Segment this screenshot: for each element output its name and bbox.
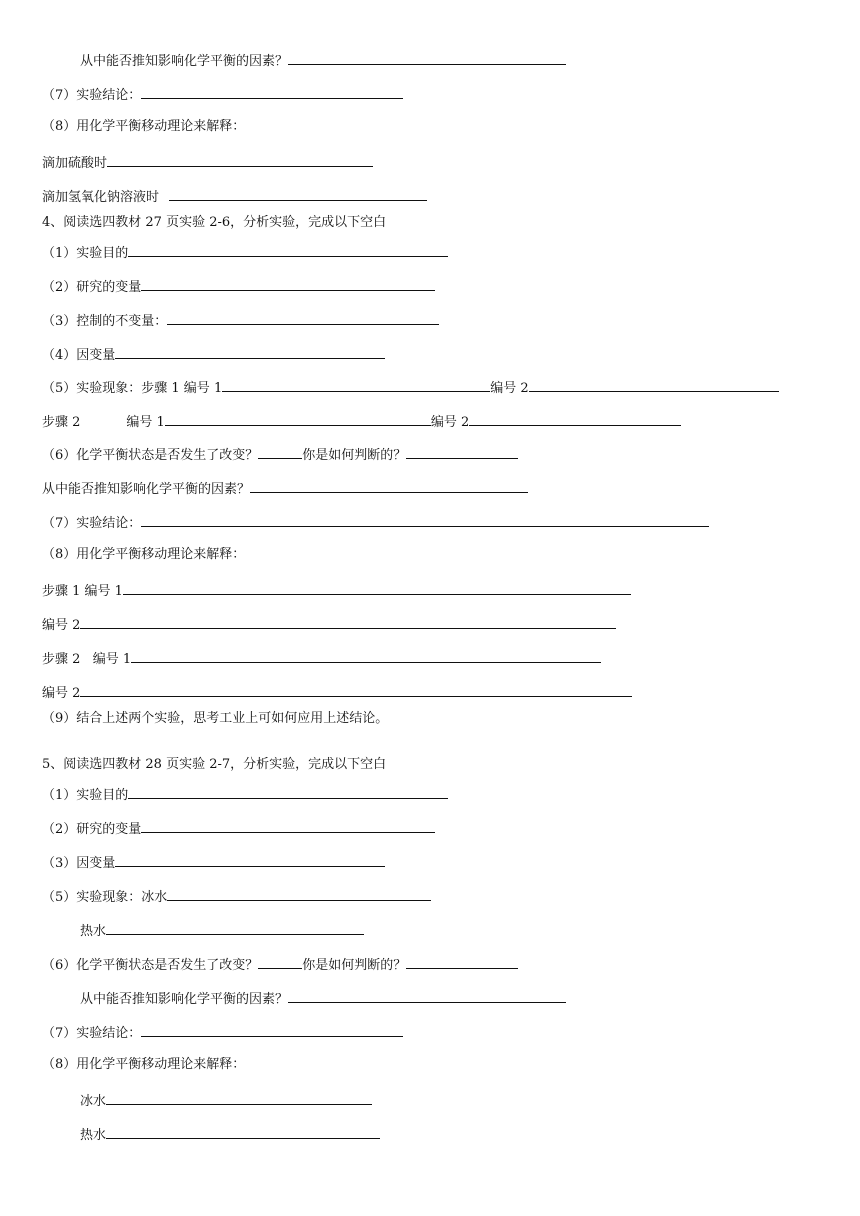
answer-blank[interactable] xyxy=(141,276,435,291)
s3-base-line: 滴加氢氧化钠溶液时 xyxy=(42,186,427,204)
answer-blank[interactable] xyxy=(115,344,385,359)
answer-blank[interactable] xyxy=(406,954,518,969)
s5-explain-hot: 热水 xyxy=(80,1124,380,1142)
s4-state-change: （6）化学平衡状态是否发生了改变？ 你是如何判断的？ xyxy=(42,444,518,462)
s4-factor-question: 从中能否推知影响化学平衡的因素？ xyxy=(42,478,528,496)
answer-blank[interactable] xyxy=(258,954,302,969)
answer-blank[interactable] xyxy=(469,411,681,426)
answer-blank[interactable] xyxy=(141,84,403,99)
answer-blank[interactable] xyxy=(80,682,632,697)
s4-title: 4、阅读选四教材 27 页实验 2-6，分析实验，完成以下空白 xyxy=(42,215,387,230)
answer-blank[interactable] xyxy=(107,152,373,167)
answer-blank[interactable] xyxy=(123,580,631,595)
s5-purpose: （1）实验目的 xyxy=(42,784,448,802)
s5-factor-question: 从中能否推知影响化学平衡的因素？ xyxy=(80,988,566,1006)
s4-explain-step1-no1: 步骤 1 编号 1 xyxy=(42,580,631,598)
answer-blank[interactable] xyxy=(258,444,302,459)
s4-dependent: （4）因变量 xyxy=(42,344,385,362)
answer-blank[interactable] xyxy=(131,648,601,663)
s5-title: 5、阅读选四教材 28 页实验 2-7，分析实验，完成以下空白 xyxy=(42,757,387,772)
s5-state-change: （6）化学平衡状态是否发生了改变？ 你是如何判断的？ xyxy=(42,954,518,972)
s5-explain-ice: 冰水 xyxy=(80,1090,372,1108)
answer-blank[interactable] xyxy=(169,186,427,201)
answer-blank[interactable] xyxy=(106,1090,372,1105)
answer-blank[interactable] xyxy=(165,411,431,426)
s4-purpose: （1）实验目的 xyxy=(42,242,448,260)
s4-explain-step2-no1: 步骤 2 编号 1 xyxy=(42,648,601,666)
answer-blank[interactable] xyxy=(167,886,431,901)
s4-phenomena-step2: 步骤 2 编号 1 编号 2 xyxy=(42,411,681,429)
answer-blank[interactable] xyxy=(128,784,448,799)
s4-conclusion: （7）实验结论： xyxy=(42,512,709,530)
answer-blank[interactable] xyxy=(80,614,616,629)
s4-explain-step1-no2: 编号 2 xyxy=(42,614,616,632)
answer-blank[interactable] xyxy=(106,1124,380,1139)
answer-blank[interactable] xyxy=(529,377,779,392)
s5-phenomena-hot: 热水 xyxy=(80,920,364,938)
s5-dependent: （3）因变量 xyxy=(42,852,385,870)
answer-blank[interactable] xyxy=(406,444,518,459)
s4-industry-question: （9）结合上述两个实验，思考工业上可如何应用上述结论。 xyxy=(42,711,389,726)
answer-blank[interactable] xyxy=(128,242,448,257)
s4-explain-step2-no2: 编号 2 xyxy=(42,682,632,700)
answer-blank[interactable] xyxy=(288,50,566,65)
s4-variable: （2）研究的变量 xyxy=(42,276,435,294)
s3-factor-question: 从中能否推知影响化学平衡的因素？ xyxy=(80,50,566,68)
answer-blank[interactable] xyxy=(167,310,439,325)
s4-explain-heading: （8）用化学平衡移动理论来解释： xyxy=(42,547,246,562)
s5-conclusion: （7）实验结论： xyxy=(42,1022,403,1040)
answer-blank[interactable] xyxy=(141,512,709,527)
answer-blank[interactable] xyxy=(222,377,490,392)
s5-phenomena-ice: （5）实验现象：冰水 xyxy=(42,886,431,904)
s5-variable: （2）研究的变量 xyxy=(42,818,435,836)
s4-controlled: （3）控制的不变量： xyxy=(42,310,439,328)
s3-acid-line: 滴加硫酸时 xyxy=(42,152,373,170)
s3-conclusion: （7）实验结论： xyxy=(42,84,403,102)
s3-explain-heading: （8）用化学平衡移动理论来解释： xyxy=(42,119,246,134)
answer-blank[interactable] xyxy=(106,920,364,935)
answer-blank[interactable] xyxy=(141,818,435,833)
s4-phenomena-step1: （5）实验现象：步骤 1 编号 1 编号 2 xyxy=(42,377,779,395)
answer-blank[interactable] xyxy=(250,478,528,493)
answer-blank[interactable] xyxy=(288,988,566,1003)
answer-blank[interactable] xyxy=(115,852,385,867)
answer-blank[interactable] xyxy=(141,1022,403,1037)
s5-explain-heading: （8）用化学平衡移动理论来解释： xyxy=(42,1057,246,1072)
